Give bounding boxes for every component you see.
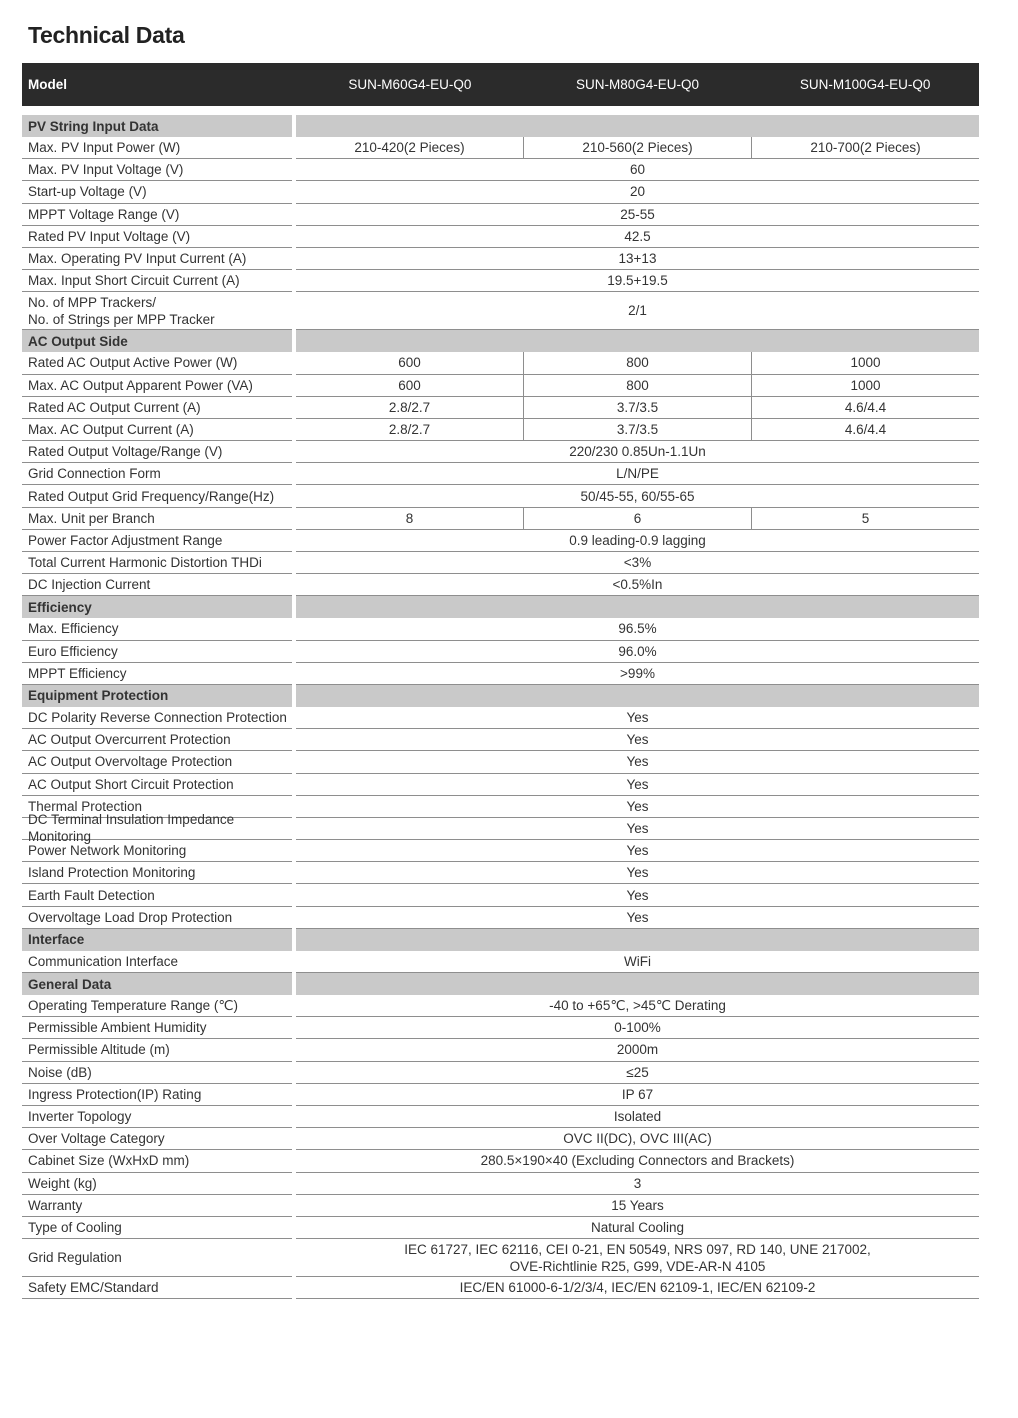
spec-value: 6 bbox=[523, 508, 751, 529]
section-header bbox=[22, 929, 979, 951]
spec-row bbox=[22, 1039, 979, 1061]
spec-value: 210-420(2 Pieces) bbox=[354, 140, 465, 156]
spec-row bbox=[22, 862, 979, 884]
page-title: Technical Data bbox=[28, 22, 185, 48]
spec-label: Max. AC Output Current (A) bbox=[22, 419, 292, 441]
section-title: AC Output Side bbox=[22, 330, 292, 352]
spec-value: 0.9 leading-0.9 lagging bbox=[569, 532, 706, 548]
section-title: Equipment Protection bbox=[22, 685, 292, 707]
spec-value: Natural Cooling bbox=[590, 1219, 685, 1235]
spec-row bbox=[22, 1173, 979, 1195]
spec-label: Warranty bbox=[22, 1195, 292, 1217]
spec-value: 20 bbox=[629, 184, 646, 200]
spec-row bbox=[22, 707, 979, 729]
spec-label: MPPT Voltage Range (V) bbox=[22, 204, 292, 226]
spec-value: 19.5+19.5 bbox=[607, 273, 668, 289]
spec-value: 13+13 bbox=[618, 251, 657, 267]
spec-label: Rated Output Grid Frequency/Range(Hz) bbox=[22, 485, 292, 507]
spec-value: 96.5% bbox=[618, 621, 657, 637]
spec-row bbox=[22, 137, 979, 159]
spec-value: 3.7/3.5 bbox=[523, 397, 751, 418]
spec-value: <3% bbox=[623, 555, 652, 571]
spec-label: Grid Connection Form bbox=[22, 463, 292, 485]
spec-label: Total Current Harmonic Distortion THDi bbox=[22, 552, 292, 574]
spec-label: Power Network Monitoring bbox=[22, 840, 292, 862]
spec-label: Max. PV Input Voltage (V) bbox=[22, 159, 292, 181]
spec-label: Rated PV Input Voltage (V) bbox=[22, 226, 292, 248]
spec-label: Noise (dB) bbox=[22, 1062, 292, 1084]
spec-value: IEC/EN 61000-6-1/2/3/4, IEC/EN 62109-1, IEC/EN 62109-2 bbox=[459, 1280, 816, 1296]
spec-value: Yes bbox=[626, 776, 649, 792]
spec-value: 2/1 bbox=[628, 303, 647, 319]
spec-row bbox=[22, 1106, 979, 1128]
spec-label: Max. Unit per Branch bbox=[22, 508, 292, 530]
spec-label: Max. AC Output Apparent Power (VA) bbox=[22, 375, 292, 397]
section-header bbox=[22, 330, 979, 352]
spec-label: Operating Temperature Range (℃) bbox=[22, 995, 292, 1017]
spec-value: 96.0% bbox=[618, 643, 657, 659]
spec-label: DC Polarity Reverse Connection Protection bbox=[22, 707, 292, 729]
spec-label: AC Output Overvoltage Protection bbox=[22, 751, 292, 773]
spec-label: Cabinet Size (WxHxD mm) bbox=[22, 1150, 292, 1172]
spec-value: Yes bbox=[626, 843, 649, 859]
spec-row bbox=[22, 530, 979, 552]
spec-label: Max. Input Short Circuit Current (A) bbox=[22, 270, 292, 292]
spec-label: Max. Operating PV Input Current (A) bbox=[22, 248, 292, 270]
spec-row bbox=[22, 375, 979, 397]
spec-row bbox=[22, 812, 979, 845]
spec-row bbox=[22, 1239, 979, 1277]
spec-row bbox=[22, 840, 979, 862]
spec-row bbox=[22, 204, 979, 226]
spec-value: <0.5%In bbox=[612, 577, 663, 593]
spec-value: >99% bbox=[620, 665, 655, 681]
spec-row bbox=[22, 226, 979, 248]
spec-value: 800 bbox=[523, 375, 751, 396]
spec-row bbox=[22, 641, 979, 663]
spec-row bbox=[22, 907, 979, 929]
spec-value: Yes bbox=[626, 820, 649, 836]
spec-row bbox=[22, 663, 979, 685]
spec-row bbox=[22, 181, 979, 203]
spec-value: ≤25 bbox=[626, 1064, 649, 1080]
section-header bbox=[22, 973, 979, 995]
spec-row bbox=[22, 1195, 979, 1217]
spec-row bbox=[22, 729, 979, 751]
spec-row bbox=[22, 1017, 979, 1039]
spec-row bbox=[22, 441, 979, 463]
section-title: Efficiency bbox=[22, 596, 292, 618]
spec-value: 3 bbox=[633, 1175, 642, 1191]
spec-label: Weight (kg) bbox=[22, 1173, 292, 1195]
spec-value: 2.8/2.7 bbox=[388, 399, 431, 415]
spec-value: 280.5×190×40 (Excluding Connectors and Brackets) bbox=[480, 1153, 795, 1169]
spec-value: 600 bbox=[398, 355, 421, 371]
spec-value: Yes bbox=[626, 909, 649, 925]
section-title: PV String Input Data bbox=[22, 115, 292, 137]
spec-label: Grid Regulation bbox=[22, 1239, 292, 1277]
spec-row bbox=[22, 270, 979, 292]
spec-value: -40 to +65℃, >45℃ Derating bbox=[549, 998, 726, 1014]
spec-value: 1000 bbox=[751, 375, 979, 396]
spec-label: Earth Fault Detection bbox=[22, 884, 292, 906]
spec-value: OVC II(DC), OVC III(AC) bbox=[563, 1131, 712, 1147]
spec-label: Safety EMC/Standard bbox=[22, 1277, 292, 1299]
spec-value: Yes bbox=[626, 887, 649, 903]
spec-value: 210-700(2 Pieces) bbox=[751, 137, 979, 158]
spec-row bbox=[22, 1217, 979, 1239]
spec-label: AC Output Overcurrent Protection bbox=[22, 729, 292, 751]
model-label: Model bbox=[28, 77, 67, 92]
spec-row bbox=[22, 397, 979, 419]
spec-label: Ingress Protection(IP) Rating bbox=[22, 1084, 292, 1106]
spec-value: 8 bbox=[405, 510, 414, 526]
section-header bbox=[22, 115, 979, 137]
spec-value: 1000 bbox=[751, 352, 979, 373]
spec-row bbox=[22, 1084, 979, 1106]
spec-label: Rated AC Output Active Power (W) bbox=[22, 352, 292, 374]
spec-row bbox=[22, 951, 979, 973]
spec-label: Thermal Protection bbox=[22, 796, 292, 818]
spec-value: Yes bbox=[626, 798, 649, 814]
spec-label: Overvoltage Load Drop Protection bbox=[22, 907, 292, 929]
spec-value: IP 67 bbox=[621, 1086, 654, 1102]
spec-value: 5 bbox=[751, 508, 979, 529]
model-name-m100: SUN-M100G4-EU-Q0 bbox=[799, 77, 931, 92]
spec-row bbox=[22, 552, 979, 574]
spec-table bbox=[22, 115, 979, 1299]
spec-value: Yes bbox=[626, 865, 649, 881]
spec-value: 50/45-55, 60/55-65 bbox=[580, 488, 695, 504]
spec-row bbox=[22, 485, 979, 507]
spec-row bbox=[22, 995, 979, 1017]
spec-row bbox=[22, 352, 979, 374]
model-name-m60: SUN-M60G4-EU-Q0 bbox=[348, 77, 472, 92]
spec-row bbox=[22, 159, 979, 181]
spec-row bbox=[22, 1150, 979, 1172]
spec-value: Yes bbox=[626, 732, 649, 748]
spec-value: 60 bbox=[629, 162, 646, 178]
spec-row bbox=[22, 774, 979, 796]
spec-row bbox=[22, 751, 979, 773]
spec-value: 0-100% bbox=[614, 1020, 661, 1036]
model-header-bar bbox=[22, 63, 979, 106]
spec-value: 42.5 bbox=[624, 228, 651, 244]
spec-label: DC Injection Current bbox=[22, 574, 292, 596]
spec-row bbox=[22, 1277, 979, 1299]
spec-label: Island Protection Monitoring bbox=[22, 862, 292, 884]
spec-value: 600 bbox=[398, 377, 421, 393]
section-header bbox=[22, 596, 979, 618]
section-title: Interface bbox=[22, 929, 292, 951]
spec-row bbox=[22, 292, 979, 330]
spec-label: Rated Output Voltage/Range (V) bbox=[22, 441, 292, 463]
spec-label: Rated AC Output Current (A) bbox=[22, 397, 292, 419]
spec-row bbox=[22, 248, 979, 270]
spec-value: 800 bbox=[523, 352, 751, 373]
spec-label: Power Factor Adjustment Range bbox=[22, 530, 292, 552]
spec-label: DC Terminal Insulation Impedance Monitoring bbox=[22, 818, 292, 840]
spec-value: Isolated bbox=[613, 1109, 662, 1125]
spec-label: Euro Efficiency bbox=[22, 641, 292, 663]
spec-row bbox=[22, 463, 979, 485]
spec-value: 210-560(2 Pieces) bbox=[523, 137, 751, 158]
spec-value: 2000m bbox=[616, 1042, 659, 1058]
spec-label: Permissible Ambient Humidity bbox=[22, 1017, 292, 1039]
spec-label: Inverter Topology bbox=[22, 1106, 292, 1128]
spec-value: 15 Years bbox=[611, 1197, 664, 1213]
spec-value: L/N/PE bbox=[616, 466, 659, 482]
spec-value: 2.8/2.7 bbox=[388, 421, 431, 437]
spec-label: MPPT Efficiency bbox=[22, 663, 292, 685]
spec-label: Over Voltage Category bbox=[22, 1128, 292, 1150]
spec-row bbox=[22, 508, 979, 530]
spec-value: WiFi bbox=[624, 953, 651, 969]
spec-value: Yes bbox=[626, 710, 649, 726]
spec-row bbox=[22, 1062, 979, 1084]
spec-label: Permissible Altitude (m) bbox=[22, 1039, 292, 1061]
spec-label: Type of Cooling bbox=[22, 1217, 292, 1239]
spec-value: IEC 61727, IEC 62116, CEI 0-21, EN 50549, NRS 097, RD 140, UNE 217002, OVE-Richtlinie R25, G99, VDE-AR-N 4105 bbox=[404, 1241, 871, 1274]
section-header bbox=[22, 685, 979, 707]
spec-value: 25-55 bbox=[620, 206, 655, 222]
spec-label: Start-up Voltage (V) bbox=[22, 181, 292, 203]
model-name-m80: SUN-M80G4-EU-Q0 bbox=[575, 77, 699, 92]
spec-row bbox=[22, 574, 979, 596]
spec-row bbox=[22, 419, 979, 441]
spec-label: No. of MPP Trackers/ No. of Strings per MPP Tracker bbox=[22, 292, 292, 330]
spec-label: Communication Interface bbox=[22, 951, 292, 973]
spec-row bbox=[22, 884, 979, 906]
spec-row bbox=[22, 1128, 979, 1150]
spec-label: Max. Efficiency bbox=[22, 618, 292, 640]
section-title: General Data bbox=[22, 973, 292, 995]
spec-value: 4.6/4.4 bbox=[751, 419, 979, 440]
spec-row bbox=[22, 618, 979, 640]
spec-value: 3.7/3.5 bbox=[523, 419, 751, 440]
spec-value: Yes bbox=[626, 754, 649, 770]
spec-value: 4.6/4.4 bbox=[751, 397, 979, 418]
spec-label: Max. PV Input Power (W) bbox=[22, 137, 292, 159]
spec-label: AC Output Short Circuit Protection bbox=[22, 774, 292, 796]
spec-value: 220/230 0.85Un-1.1Un bbox=[569, 444, 706, 460]
